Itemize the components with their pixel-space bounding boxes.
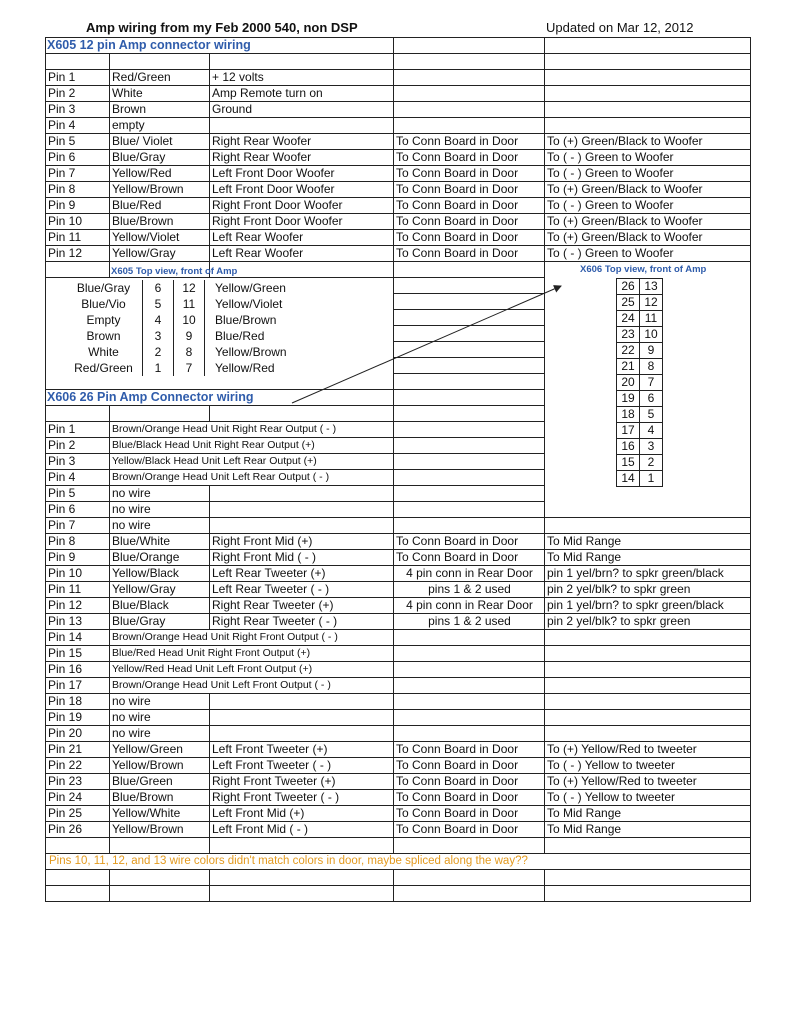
wire-description: Brown/Orange Head Unit Left Front Output ( - ) bbox=[112, 679, 331, 691]
upper-pin: 18 bbox=[617, 407, 640, 423]
wire-description: Brown/Orange Head Unit Right Front Output ( - ) bbox=[112, 631, 338, 643]
updated-date: Updated on Mar 12, 2012 bbox=[546, 20, 694, 35]
left-pin: 5 bbox=[143, 296, 174, 312]
left-pin: 1 bbox=[143, 360, 174, 376]
right-wire: Yellow/Brown bbox=[215, 345, 287, 359]
wire-color: no wire bbox=[112, 726, 151, 740]
lower-pin: 2 bbox=[640, 455, 663, 471]
pin-label: Pin 20 bbox=[48, 726, 83, 740]
pin-label: Pin 22 bbox=[48, 758, 83, 772]
pin-label: Pin 21 bbox=[48, 742, 83, 756]
upper-pin: 20 bbox=[617, 375, 640, 391]
destination: To Conn Board in Door bbox=[396, 534, 519, 548]
lower-pin: 3 bbox=[640, 439, 663, 455]
upper-pin: 15 bbox=[617, 455, 640, 471]
pin-label: Pin 2 bbox=[48, 86, 76, 100]
connection-note: To Mid Range bbox=[547, 806, 622, 820]
left-wire: Blue/Gray bbox=[76, 281, 131, 295]
function: Left Front Tweeter ( - ) bbox=[212, 758, 332, 772]
pin-label: Pin 11 bbox=[48, 230, 82, 244]
pin-label: Pin 7 bbox=[48, 166, 76, 180]
x605-top-view-row bbox=[65, 360, 395, 376]
pin-label: Pin 23 bbox=[48, 774, 83, 788]
function: Right Rear Tweeter ( - ) bbox=[212, 614, 338, 628]
function: + 12 volts bbox=[212, 70, 264, 84]
pin-label: Pin 8 bbox=[48, 534, 76, 548]
destination: To Conn Board in Door bbox=[396, 790, 519, 804]
x606-top-view-row bbox=[617, 471, 663, 487]
wire-description: Blue/Red Head Unit Right Front Output (+) bbox=[112, 647, 311, 659]
right-wire: Blue/Red bbox=[215, 329, 265, 343]
upper-pin: 25 bbox=[617, 295, 640, 311]
x606-top-view-row bbox=[617, 327, 663, 343]
left-wire: Blue/Vio bbox=[81, 297, 126, 311]
pin-label: Pin 8 bbox=[48, 182, 76, 196]
x605-top-view-label: X605 Top view, front of Amp bbox=[111, 266, 238, 277]
wire-color: Blue/Brown bbox=[112, 214, 174, 228]
wire-color: empty bbox=[112, 118, 145, 132]
wire-color: Blue/Gray bbox=[112, 614, 166, 628]
connection-note: To ( - ) Yellow to tweeter bbox=[547, 758, 676, 772]
left-pin: 2 bbox=[143, 344, 174, 360]
connection-note: pin 1 yel/brn? to spkr green/black bbox=[547, 566, 724, 580]
wire-color: Yellow/Brown bbox=[112, 758, 184, 772]
function: Right Front Door Woofer bbox=[212, 214, 343, 228]
connection-note: pin 2 yel/blk? to spkr green bbox=[547, 582, 691, 596]
destination: pins 1 & 2 used bbox=[428, 582, 511, 596]
function: Right Rear Woofer bbox=[212, 150, 312, 164]
pin-label: Pin 10 bbox=[48, 566, 83, 580]
pin-label: Pin 12 bbox=[48, 598, 83, 612]
wire-color: Blue/White bbox=[112, 534, 171, 548]
upper-pin: 24 bbox=[617, 311, 640, 327]
connection-note: To ( - ) Green to Woofer bbox=[547, 198, 674, 212]
destination: To Conn Board in Door bbox=[396, 166, 519, 180]
destination: To Conn Board in Door bbox=[396, 246, 519, 260]
connection-note: To ( - ) Yellow to tweeter bbox=[547, 790, 676, 804]
pin-label: Pin 1 bbox=[48, 422, 76, 436]
left-wire: Empty bbox=[86, 313, 121, 327]
pin-label: Pin 5 bbox=[48, 134, 76, 148]
right-wire: Yellow/Violet bbox=[215, 297, 283, 311]
pin-label: Pin 11 bbox=[48, 582, 82, 596]
destination: To Conn Board in Door bbox=[396, 822, 519, 836]
right-pin: 9 bbox=[174, 328, 205, 344]
function: Left Rear Tweeter (+) bbox=[212, 566, 326, 580]
pin-label: Pin 3 bbox=[48, 102, 76, 116]
connection-note: To Mid Range bbox=[547, 550, 622, 564]
function: Left Rear Woofer bbox=[212, 246, 304, 260]
wire-color: Red/Green bbox=[112, 70, 171, 84]
connection-note: To (+) Yellow/Red to tweeter bbox=[547, 774, 697, 788]
upper-pin: 17 bbox=[617, 423, 640, 439]
pin-label: Pin 5 bbox=[48, 486, 76, 500]
x605-top-view-row bbox=[65, 312, 395, 328]
x606-top-view-row bbox=[617, 455, 663, 471]
wire-color: Blue/Orange bbox=[112, 550, 180, 564]
function: Left Front Mid (+) bbox=[212, 806, 305, 820]
connection-note: pin 2 yel/blk? to spkr green bbox=[547, 614, 691, 628]
left-pin: 6 bbox=[143, 280, 174, 296]
lower-pin: 13 bbox=[640, 279, 663, 295]
upper-pin: 16 bbox=[617, 439, 640, 455]
function: Left Front Door Woofer bbox=[212, 166, 335, 180]
x606-top-view-row bbox=[617, 311, 663, 327]
lower-pin: 1 bbox=[640, 471, 663, 487]
pin-label: Pin 17 bbox=[48, 678, 83, 692]
wire-color: Yellow/Gray bbox=[112, 246, 176, 260]
destination: To Conn Board in Door bbox=[396, 742, 519, 756]
function: Left Front Mid ( - ) bbox=[212, 822, 309, 836]
function: Right Rear Woofer bbox=[212, 134, 312, 148]
left-pin: 4 bbox=[143, 312, 174, 328]
pin-label: Pin 14 bbox=[48, 630, 83, 644]
function: Right Front Tweeter ( - ) bbox=[212, 790, 340, 804]
lower-pin: 11 bbox=[640, 311, 663, 327]
pin-label: Pin 10 bbox=[48, 214, 83, 228]
wire-color: Yellow/Gray bbox=[112, 582, 176, 596]
x606-top-view-row bbox=[617, 359, 663, 375]
wire-color: Yellow/Green bbox=[112, 742, 183, 756]
wire-color: Brown bbox=[112, 102, 147, 116]
function: Ground bbox=[212, 102, 253, 116]
wire-color: Yellow/Black bbox=[112, 566, 179, 580]
left-wire: Red/Green bbox=[74, 361, 133, 375]
right-pin: 7 bbox=[174, 360, 205, 376]
destination: 4 pin conn in Rear Door bbox=[406, 598, 533, 612]
wire-color: Yellow/Brown bbox=[112, 182, 184, 196]
x606-top-view-row bbox=[617, 407, 663, 423]
function: Right Front Mid (+) bbox=[212, 534, 313, 548]
wire-color: Blue/Red bbox=[112, 198, 162, 212]
pin-label: Pin 4 bbox=[48, 118, 76, 132]
destination: To Conn Board in Door bbox=[396, 214, 519, 228]
wire-description: Blue/Black Head Unit Right Rear Output (+) bbox=[112, 439, 315, 451]
connection-note: To ( - ) Green to Woofer bbox=[547, 166, 674, 180]
wire-color: no wire bbox=[112, 694, 151, 708]
upper-pin: 22 bbox=[617, 343, 640, 359]
footer-note: Pins 10, 11, 12, and 13 wire colors didn't match colors in door, maybe spliced along the way?? bbox=[49, 855, 528, 867]
right-wire: Yellow/Green bbox=[215, 281, 286, 295]
upper-pin: 23 bbox=[617, 327, 640, 343]
connection-note: To (+) Green/Black to Woofer bbox=[547, 214, 703, 228]
pin-label: Pin 19 bbox=[48, 710, 83, 724]
pin-label: Pin 9 bbox=[48, 550, 76, 564]
connection-note: To (+) Green/Black to Woofer bbox=[547, 230, 703, 244]
x605-top-view-table bbox=[65, 280, 395, 376]
x605-top-view-row bbox=[65, 328, 395, 344]
function: Left Front Tweeter (+) bbox=[212, 742, 328, 756]
wire-description: Yellow/Black Head Unit Left Rear Output (+) bbox=[112, 455, 317, 467]
right-pin: 8 bbox=[174, 344, 205, 360]
wire-color: White bbox=[112, 86, 143, 100]
connection-note: To Mid Range bbox=[547, 822, 622, 836]
destination: To Conn Board in Door bbox=[396, 182, 519, 196]
wire-color: Yellow/Violet bbox=[112, 230, 180, 244]
pin-label: Pin 2 bbox=[48, 438, 76, 452]
right-wire: Blue/Brown bbox=[215, 313, 277, 327]
wire-color: Blue/Gray bbox=[112, 150, 166, 164]
x605-heading: X605 12 pin Amp connector wiring bbox=[47, 38, 251, 52]
left-pin: 3 bbox=[143, 328, 174, 344]
x606-heading: X606 26 Pin Amp Connector wiring bbox=[47, 390, 254, 404]
lower-pin: 6 bbox=[640, 391, 663, 407]
destination: To Conn Board in Door bbox=[396, 230, 519, 244]
right-pin: 11 bbox=[174, 296, 205, 312]
x606-top-view-label: X606 Top view, front of Amp bbox=[580, 264, 707, 275]
wire-color: Blue/Black bbox=[112, 598, 169, 612]
lower-pin: 10 bbox=[640, 327, 663, 343]
upper-pin: 14 bbox=[617, 471, 640, 487]
wire-description: Yellow/Red Head Unit Left Front Output (+) bbox=[112, 663, 313, 675]
pin-label: Pin 15 bbox=[48, 646, 83, 660]
lower-pin: 9 bbox=[640, 343, 663, 359]
pin-label: Pin 13 bbox=[48, 614, 83, 628]
pin-label: Pin 25 bbox=[48, 806, 83, 820]
function: Right Front Door Woofer bbox=[212, 198, 343, 212]
x606-top-view-row bbox=[617, 279, 663, 295]
x605-top-view-row bbox=[65, 280, 395, 296]
x606-top-view-table bbox=[616, 278, 663, 487]
left-wire: Brown bbox=[86, 329, 121, 343]
connection-note: To ( - ) Green to Woofer bbox=[547, 246, 674, 260]
function: Left Front Door Woofer bbox=[212, 182, 335, 196]
function: Right Front Mid ( - ) bbox=[212, 550, 317, 564]
destination: To Conn Board in Door bbox=[396, 198, 519, 212]
lower-pin: 5 bbox=[640, 407, 663, 423]
connection-note: To (+) Green/Black to Woofer bbox=[547, 134, 703, 148]
destination: To Conn Board in Door bbox=[396, 134, 519, 148]
x606-top-view-row bbox=[617, 375, 663, 391]
wire-color: no wire bbox=[112, 518, 151, 532]
upper-pin: 19 bbox=[617, 391, 640, 407]
left-wire: White bbox=[88, 345, 119, 359]
destination: To Conn Board in Door bbox=[396, 150, 519, 164]
destination: pins 1 & 2 used bbox=[428, 614, 511, 628]
wire-color: Blue/ Violet bbox=[112, 134, 173, 148]
pin-label: Pin 9 bbox=[48, 198, 76, 212]
lower-pin: 7 bbox=[640, 375, 663, 391]
lower-pin: 8 bbox=[640, 359, 663, 375]
connection-note: To (+) Yellow/Red to tweeter bbox=[547, 742, 697, 756]
pin-label: Pin 24 bbox=[48, 790, 83, 804]
function: Right Front Tweeter (+) bbox=[212, 774, 336, 788]
pin-label: Pin 16 bbox=[48, 662, 83, 676]
right-pin: 10 bbox=[174, 312, 205, 328]
pin-label: Pin 26 bbox=[48, 822, 83, 836]
x606-top-view-row bbox=[617, 343, 663, 359]
connection-note: To Mid Range bbox=[547, 534, 622, 548]
destination: To Conn Board in Door bbox=[396, 758, 519, 772]
lower-pin: 4 bbox=[640, 423, 663, 439]
x606-top-view-row bbox=[617, 439, 663, 455]
wire-color: no wire bbox=[112, 502, 151, 516]
wire-color: Blue/Green bbox=[112, 774, 173, 788]
x606-top-view-row bbox=[617, 295, 663, 311]
wire-color: Blue/Brown bbox=[112, 790, 174, 804]
destination: To Conn Board in Door bbox=[396, 550, 519, 564]
function: Left Rear Woofer bbox=[212, 230, 304, 244]
wire-color: Yellow/Red bbox=[112, 166, 172, 180]
x606-top-view-row bbox=[617, 423, 663, 439]
connection-note: pin 1 yel/brn? to spkr green/black bbox=[547, 598, 724, 612]
connection-note: To ( - ) Green to Woofer bbox=[547, 150, 674, 164]
x605-top-view-row bbox=[65, 296, 395, 312]
destination: To Conn Board in Door bbox=[396, 806, 519, 820]
pin-label: Pin 6 bbox=[48, 502, 76, 516]
pin-label: Pin 18 bbox=[48, 694, 83, 708]
pin-label: Pin 6 bbox=[48, 150, 76, 164]
destination: 4 pin conn in Rear Door bbox=[406, 566, 533, 580]
function: Right Rear Tweeter (+) bbox=[212, 598, 334, 612]
pin-label: Pin 4 bbox=[48, 470, 76, 484]
function: Left Rear Tweeter ( - ) bbox=[212, 582, 330, 596]
right-pin: 12 bbox=[174, 280, 205, 296]
pin-label: Pin 3 bbox=[48, 454, 76, 468]
function: Amp Remote turn on bbox=[212, 86, 323, 100]
document-title: Amp wiring from my Feb 2000 540, non DSP bbox=[86, 20, 358, 35]
x606-top-view-row bbox=[617, 391, 663, 407]
wire-color: no wire bbox=[112, 710, 151, 724]
wire-color: Yellow/Brown bbox=[112, 822, 184, 836]
x605-top-view-row bbox=[65, 344, 395, 360]
lower-pin: 12 bbox=[640, 295, 663, 311]
wire-description: Brown/Orange Head Unit Right Rear Output ( - ) bbox=[112, 423, 337, 435]
destination: To Conn Board in Door bbox=[396, 774, 519, 788]
upper-pin: 26 bbox=[617, 279, 640, 295]
pin-label: Pin 1 bbox=[48, 70, 76, 84]
pin-label: Pin 12 bbox=[48, 246, 83, 260]
wire-description: Brown/Orange Head Unit Left Rear Output ( - ) bbox=[112, 471, 330, 483]
right-wire: Yellow/Red bbox=[215, 361, 275, 375]
pin-label: Pin 7 bbox=[48, 518, 76, 532]
upper-pin: 21 bbox=[617, 359, 640, 375]
connection-note: To (+) Green/Black to Woofer bbox=[547, 182, 703, 196]
wire-color: Yellow/White bbox=[112, 806, 181, 820]
wire-color: no wire bbox=[112, 486, 151, 500]
